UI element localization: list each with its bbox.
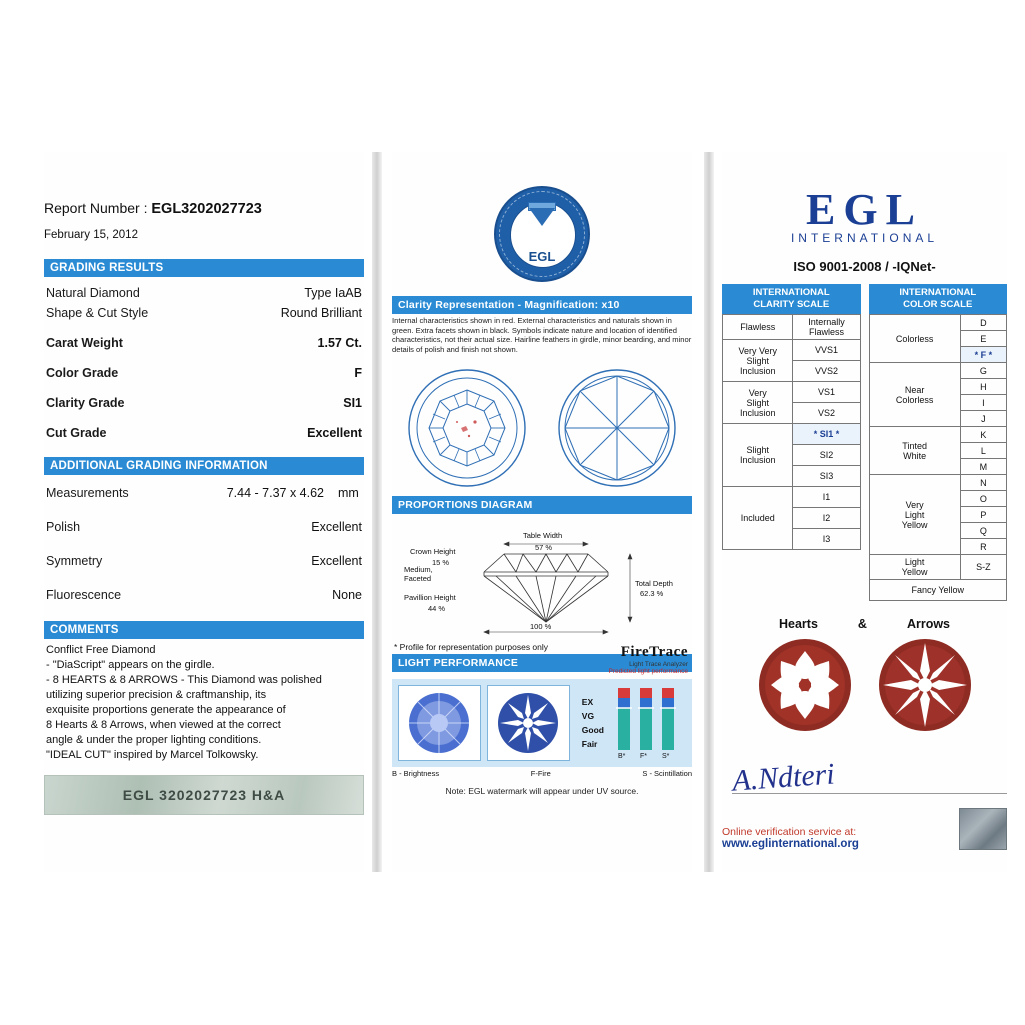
measurements-value: 7.44 - 7.37 x 4.62 xyxy=(226,486,324,500)
table-row xyxy=(723,424,861,445)
comment-line: 8 Hearts & 8 Arrows, when viewed at the correct xyxy=(46,719,281,731)
fold-left xyxy=(372,152,382,872)
clarity-item: VVS2 xyxy=(793,361,860,382)
row-value: SI1 xyxy=(343,396,362,410)
row-label: Cut Grade xyxy=(46,426,107,440)
table-row xyxy=(869,315,1007,331)
row-value: Excellent xyxy=(307,426,362,440)
svg-text:44 %: 44 % xyxy=(428,604,446,614)
svg-text:100 %: 100 % xyxy=(530,622,552,632)
color-item: D xyxy=(960,315,1006,331)
color-item: S-Z xyxy=(960,555,1006,580)
comment-line: exquisite proportions generate the appearance of xyxy=(46,704,286,716)
comment-line: - "DiaScript" appears on the girdle. xyxy=(46,659,215,671)
table-row xyxy=(44,393,364,413)
svg-text:Pavillion Height: Pavillion Height xyxy=(404,593,456,603)
table-row xyxy=(723,382,861,403)
clarity-group: Very Slight Inclusion xyxy=(723,382,793,424)
verification-url[interactable]: www.eglinternational.org xyxy=(722,838,859,850)
row-label: Polish xyxy=(46,520,81,534)
brightness-diamond-icon xyxy=(407,691,471,755)
clarity-item: SI3 xyxy=(793,466,860,487)
clarity-group: Very Very Slight Inclusion xyxy=(723,340,793,382)
additional-grading-list xyxy=(44,475,364,621)
svg-text:62.3 %: 62.3 % xyxy=(640,589,664,599)
color-item: E xyxy=(960,331,1006,347)
scales-wrap xyxy=(722,284,1007,601)
report-number-label: Report Number : xyxy=(44,200,148,216)
verification-text xyxy=(722,826,859,850)
comment-line: utilizing superior precision & craftmanship, its xyxy=(46,689,267,701)
table-row xyxy=(869,475,1007,491)
profile-note: * Profile for representation purposes only xyxy=(394,642,549,653)
firetrace-title: FireTrace xyxy=(620,644,688,661)
color-item: K xyxy=(960,427,1006,443)
color-scale-table xyxy=(869,314,1008,601)
arrows-label: Arrows xyxy=(906,617,951,631)
color-item: P xyxy=(960,507,1006,523)
caption-scintillation: S - Scintillation xyxy=(642,769,692,779)
comment-line: "IDEAL CUT" inspired by Marcel Tolkowsky. xyxy=(46,749,259,761)
color-group: Tinted White xyxy=(869,427,960,475)
clarity-item: I2 xyxy=(793,508,860,529)
grading-results-list xyxy=(44,277,364,457)
light-performance-panel xyxy=(392,679,692,767)
hologram-text: EGL 3202027723 H&A xyxy=(122,787,286,803)
table-row xyxy=(723,315,861,340)
scintillation-bars xyxy=(576,685,686,761)
row-label: Shape & Cut Style xyxy=(46,306,149,320)
table-row xyxy=(869,555,1007,580)
clarity-item: I1 xyxy=(793,487,860,508)
certificate-document xyxy=(12,152,1013,872)
color-item-selected: * F * xyxy=(960,347,1006,363)
clarity-group: Flawless xyxy=(723,315,793,340)
color-item: L xyxy=(960,443,1006,459)
verification-block xyxy=(722,808,1007,850)
table-row xyxy=(44,517,364,537)
egl-logo: EGL xyxy=(806,185,923,234)
table-row xyxy=(44,333,364,353)
signature: A.Ndteri xyxy=(731,757,836,798)
grade-vg: VG xyxy=(581,711,595,722)
arrows-image-icon xyxy=(877,637,973,733)
fold-right xyxy=(704,152,714,872)
crown-plot-icon xyxy=(403,364,531,492)
clarity-item-selected: * SI1 * xyxy=(793,424,860,445)
table-row xyxy=(44,423,364,443)
row-label: Fluorescence xyxy=(46,588,122,602)
iso-line: ISO 9001-2008 / -IQNet- xyxy=(793,259,936,274)
brand-block xyxy=(722,152,1007,245)
firetrace-sub1: Light Trace Analyzer xyxy=(629,661,688,669)
grading-results-header: GRADING RESULTS xyxy=(44,259,364,277)
table-row xyxy=(44,551,364,571)
color-scale-header: INTERNATIONAL COLOR SCALE xyxy=(869,284,1008,314)
security-hologram xyxy=(959,808,1007,850)
row-value: F xyxy=(354,366,362,380)
pavilion-plot-icon xyxy=(553,364,681,492)
row-value: Round Brilliant xyxy=(280,306,362,320)
table-row xyxy=(723,340,861,361)
svg-text:Faceted: Faceted xyxy=(404,574,432,584)
color-item: I xyxy=(960,395,1006,411)
report-number-value: EGL3202027723 xyxy=(151,201,262,217)
table-row xyxy=(869,427,1007,443)
comment-line: angle & under the proper lighting conditions. xyxy=(46,734,262,746)
svg-text:Table Width: Table Width xyxy=(523,531,563,541)
measurements-unit: mm xyxy=(338,486,359,500)
table-row xyxy=(44,303,364,323)
table-row xyxy=(44,363,364,383)
row-value: 1.57 Ct. xyxy=(317,336,362,350)
comments-header: COMMENTS xyxy=(44,621,364,639)
hearts-arrows-labels xyxy=(722,617,1007,631)
comment-line: Conflict Free Diamond xyxy=(46,644,156,656)
svg-text:S*: S* xyxy=(661,753,670,761)
clarity-representation-header: Clarity Representation - Magnification: x10 xyxy=(392,296,692,314)
row-value: None xyxy=(332,588,362,602)
color-group: Very Light Yellow xyxy=(869,475,960,555)
color-group: Light Yellow xyxy=(869,555,960,580)
hearts-label: Hearts xyxy=(778,617,818,631)
egl-logo-sub: INTERNATIONAL xyxy=(790,231,939,245)
color-group-fancy: Fancy Yellow xyxy=(869,580,1007,601)
egl-seal-icon xyxy=(494,186,590,282)
clarity-item: Internally Flawless xyxy=(793,315,860,340)
table-row xyxy=(44,283,364,303)
row-label: Clarity Grade xyxy=(46,396,125,410)
table-row xyxy=(869,580,1007,601)
clarity-group: Slight Inclusion xyxy=(723,424,793,487)
caption-fire: F-Fire xyxy=(530,769,551,779)
svg-text:Crown Height: Crown Height xyxy=(410,547,456,557)
color-item: H xyxy=(960,379,1006,395)
hologram-strip xyxy=(44,775,364,815)
signature-block xyxy=(722,755,1007,798)
color-group: Near Colorless xyxy=(869,363,960,427)
clarity-item: VS1 xyxy=(793,382,860,403)
additional-grading-header: ADDITIONAL GRADING INFORMATION xyxy=(44,457,364,475)
grade-fair: Fair xyxy=(581,739,598,750)
grade-labels xyxy=(582,695,604,751)
row-label: Symmetry xyxy=(46,554,103,568)
table-row xyxy=(44,585,364,605)
seal-diamond-icon xyxy=(529,208,555,226)
color-item: M xyxy=(960,459,1006,475)
color-group: Colorless xyxy=(869,315,960,363)
comments-body xyxy=(44,639,364,767)
grade-good: Good xyxy=(581,725,604,736)
seal-label: EGL xyxy=(528,249,556,264)
fire-arrows-icon xyxy=(496,691,560,755)
svg-text:Total Depth: Total Depth xyxy=(635,579,673,589)
performance-bars-icon xyxy=(612,686,686,760)
measurements-row xyxy=(44,483,364,503)
color-scale xyxy=(869,284,1008,601)
svg-text:B*: B* xyxy=(617,753,626,761)
hearts-arrows-images xyxy=(722,637,1007,733)
clarity-item: VVS1 xyxy=(793,340,860,361)
table-row xyxy=(869,363,1007,379)
proportions-header: PROPORTIONS DIAGRAM xyxy=(392,496,692,514)
firetrace-sub2: Predicted light performance xyxy=(608,668,688,676)
color-item: R xyxy=(960,539,1006,555)
svg-text:F*: F* xyxy=(639,753,647,761)
clarity-scale xyxy=(722,284,861,601)
report-number-line xyxy=(44,152,364,217)
right-panel xyxy=(722,152,1007,872)
svg-text:15 %: 15 % xyxy=(432,558,450,568)
row-value: Type IaAB xyxy=(304,286,362,300)
watermark-note: Note: EGL watermark will appear under UV source. xyxy=(445,786,639,797)
clarity-scale-table xyxy=(722,314,861,550)
color-item: Q xyxy=(960,523,1006,539)
table-row xyxy=(723,487,861,508)
proportions-svg-icon xyxy=(392,514,692,639)
measurements-label: Measurements xyxy=(46,486,129,500)
color-item: N xyxy=(960,475,1006,491)
clarity-group: Included xyxy=(723,487,793,550)
clarity-scale-header: INTERNATIONAL CLARITY SCALE xyxy=(722,284,861,314)
proportions-diagram xyxy=(392,514,692,639)
row-value: Excellent xyxy=(311,520,362,534)
clarity-item: VS2 xyxy=(793,403,860,424)
left-panel xyxy=(44,152,364,872)
row-value: Excellent xyxy=(311,554,362,568)
light-performance-captions xyxy=(392,767,692,778)
caption-brightness: B - Brightness xyxy=(392,769,440,779)
grade-ex: EX xyxy=(581,697,594,708)
row-label: Carat Weight xyxy=(46,336,123,350)
clarity-item: SI2 xyxy=(793,445,860,466)
comment-line: - 8 HEARTS & 8 ARROWS - This Diamond was polished xyxy=(46,674,322,686)
hearts-image-icon xyxy=(757,637,853,733)
verification-label: Online verification service at: xyxy=(722,826,857,838)
svg-text:57 %: 57 % xyxy=(535,543,553,553)
fire-image xyxy=(487,685,570,761)
clarity-plot-diagrams xyxy=(392,364,692,492)
clarity-item: I3 xyxy=(793,529,860,550)
brightness-image xyxy=(398,685,481,761)
color-item: G xyxy=(960,363,1006,379)
row-label: Color Grade xyxy=(46,366,119,380)
seal-wrap xyxy=(392,152,692,282)
light-performance-header: LIGHT PERFORMANCE xyxy=(392,654,692,672)
clarity-note: Internal characteristics shown in red. External characteristics and naturals shown in green. Extra facets shown in black. Symbols indicate nature and location of identified characteristics, not their actual size. Hairline feathers in girdle, minor bearding, and minor details of polish and finish not shown. xyxy=(392,316,692,354)
color-item: J xyxy=(960,411,1006,427)
row-label: Natural Diamond xyxy=(46,286,140,300)
color-item: O xyxy=(960,491,1006,507)
report-date: February 15, 2012 xyxy=(44,229,138,241)
svg-text:Medium,: Medium, xyxy=(404,565,433,575)
ampersand: & xyxy=(857,617,867,631)
middle-panel xyxy=(392,152,692,872)
